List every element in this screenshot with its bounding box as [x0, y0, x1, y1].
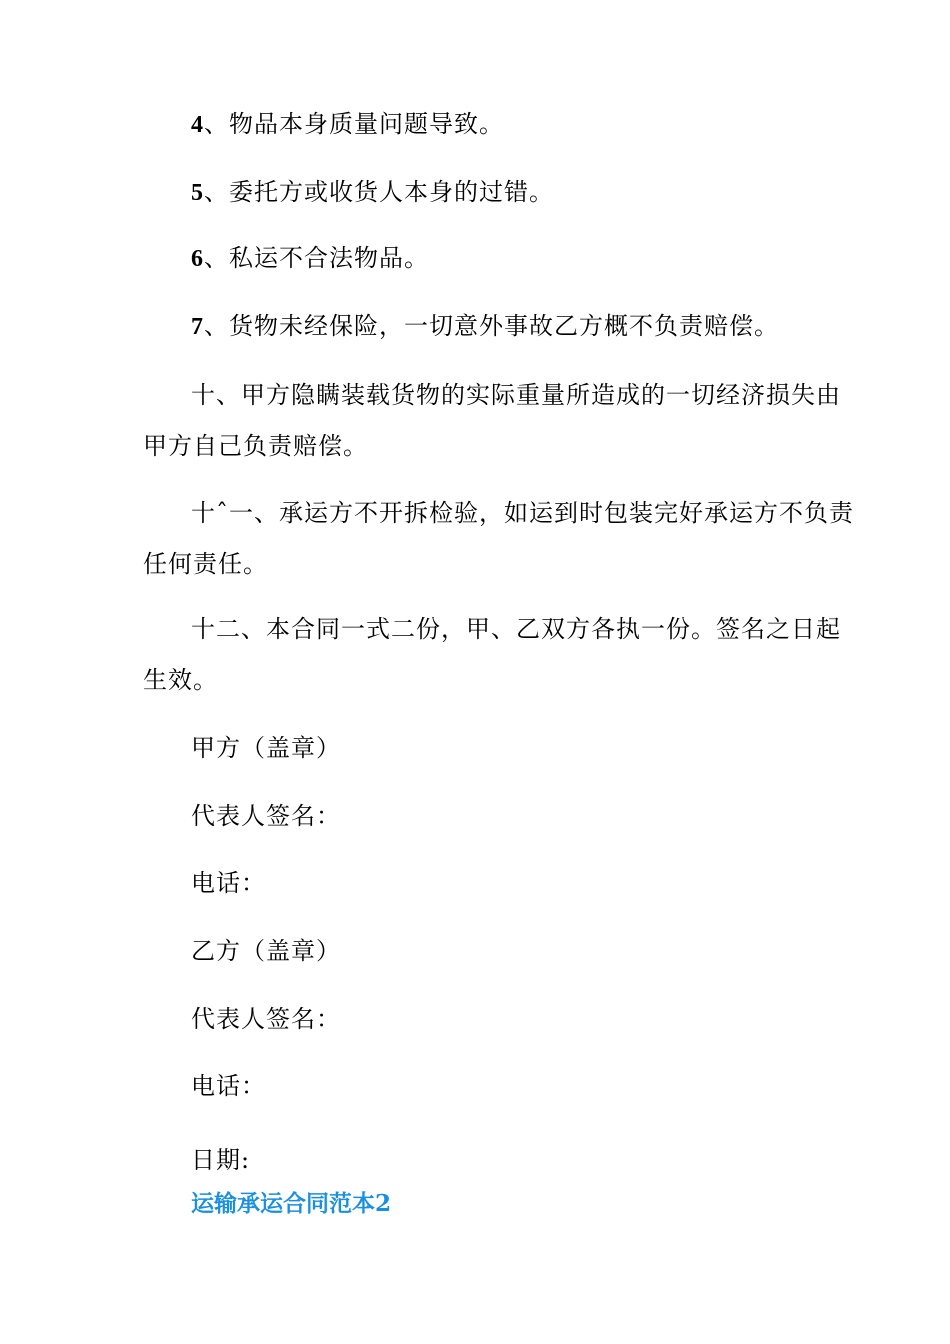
- list-item-4: [191, 108, 504, 141]
- party-b-signature-label: 代表人签名：: [191, 1005, 341, 1033]
- party-a-signature-label: 代表人签名：: [191, 802, 341, 830]
- item-number: 6: [191, 246, 204, 272]
- item-number: 5: [191, 180, 204, 206]
- clause-12-line-2: 生效。: [143, 666, 218, 694]
- party-a-title: 甲方（盖章）: [191, 734, 341, 762]
- clause-10-line-1: 十、甲方隐瞒装载货物的实际重量所造成的一切经济损失由: [191, 381, 841, 409]
- section-heading: 运输承运合同范本2: [191, 1190, 392, 1217]
- party-a-phone-label: 电话：: [191, 869, 266, 897]
- item-text: 、货物未经保险，一切意外事故乙方概不负责赔偿。: [204, 312, 779, 340]
- date-label: 日期:: [191, 1146, 251, 1174]
- clause-10-line-2: 甲方自己负责赔偿。: [143, 432, 368, 460]
- item-number: 4: [191, 112, 204, 138]
- party-b-title: 乙方（盖章）: [191, 937, 341, 965]
- item-text: 、委托方或收货人本身的过错。: [204, 178, 554, 206]
- item-text: 、私运不合法物品。: [204, 244, 429, 272]
- clause-11-line-2: 任何责任。: [143, 550, 268, 578]
- clause-11-line-1: 十ˆ一、承运方不开拆检验，如运到时包装完好承运方不负责: [191, 499, 854, 527]
- list-item-7: [191, 310, 779, 343]
- list-item-6: [191, 242, 429, 275]
- party-b-phone-label: 电话：: [191, 1072, 266, 1100]
- item-number: 7: [191, 314, 204, 340]
- list-item-5: [191, 176, 554, 209]
- item-text: 、物品本身质量问题导致。: [204, 110, 504, 138]
- clause-12-line-1: 十二、本合同一式二份，甲、乙双方各执一份。签名之日起: [191, 615, 841, 643]
